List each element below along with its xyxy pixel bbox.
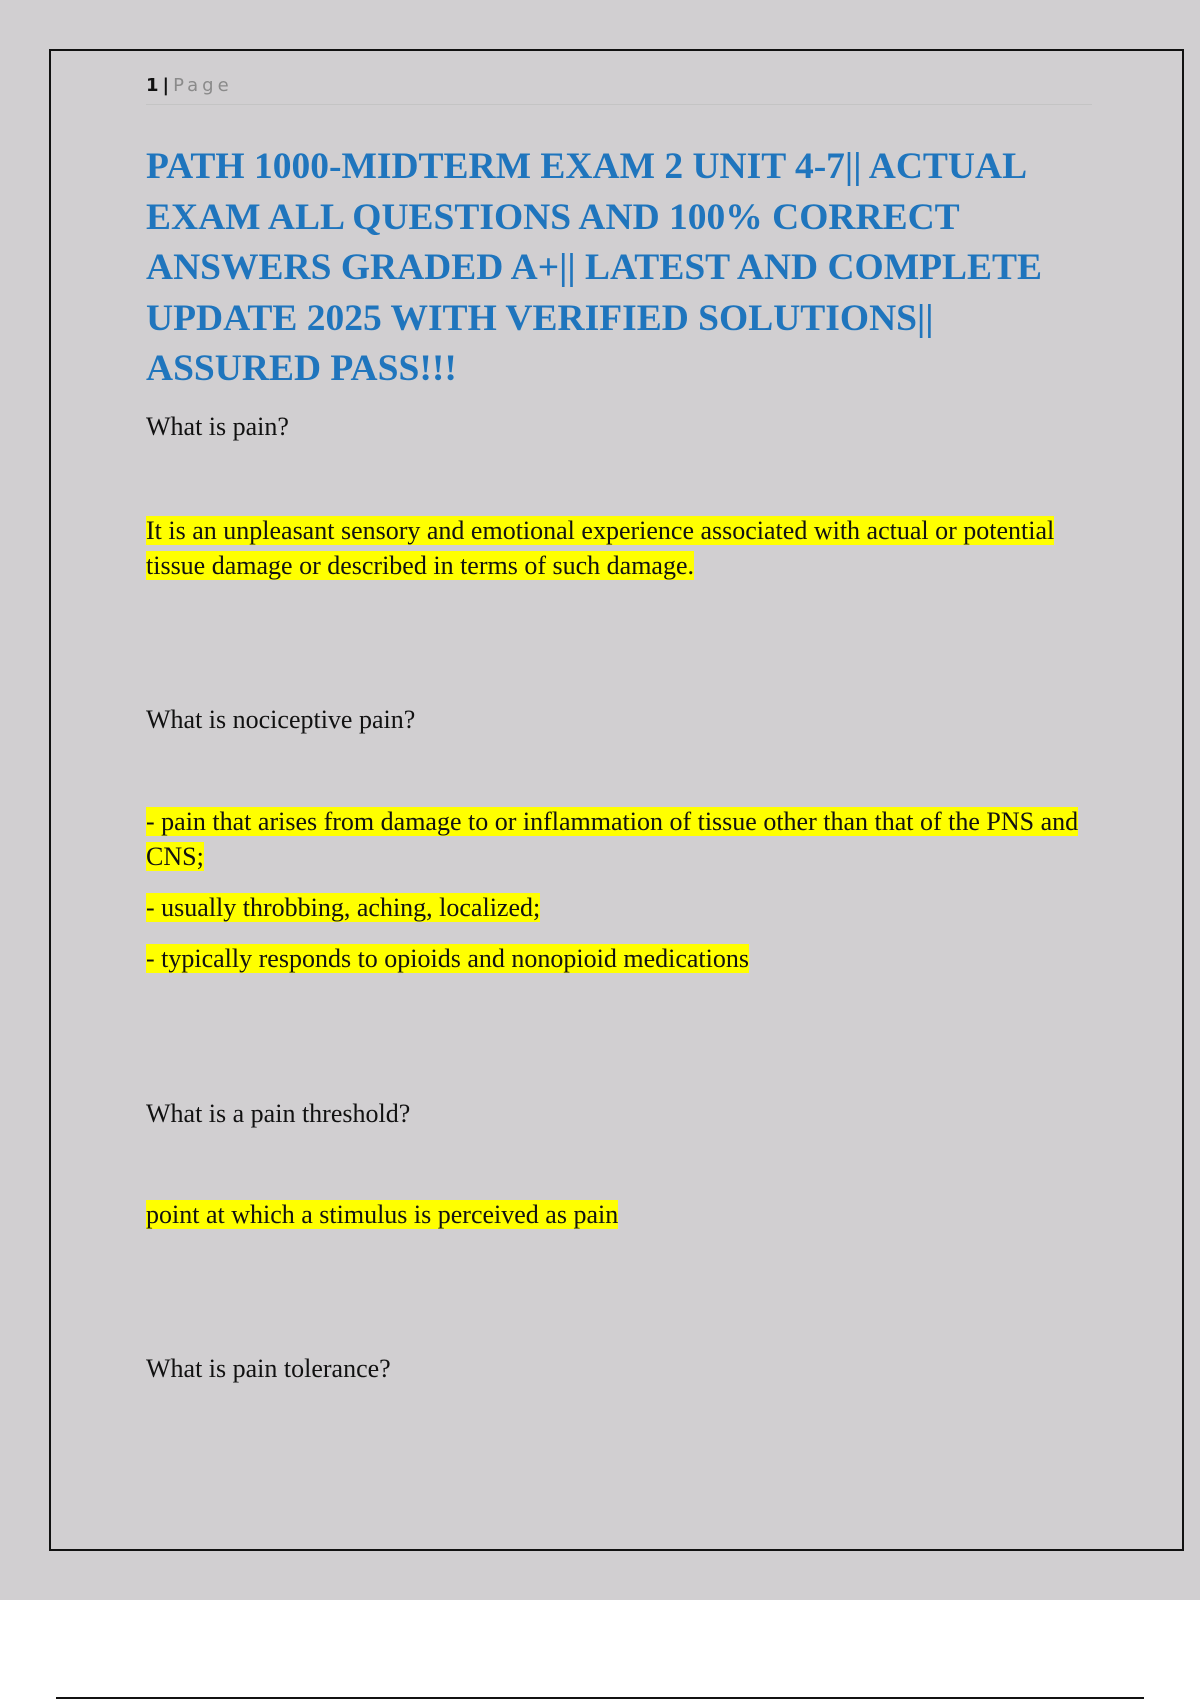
bottom-rule: [56, 1697, 1144, 1699]
question-text: What is pain tolerance?: [146, 1354, 391, 1383]
answer-text: [146, 890, 1096, 925]
answer-text: [146, 804, 1096, 874]
question-text: What is a pain threshold?: [146, 1099, 411, 1128]
answer-highlight: point at which a stimulus is perceived as pain: [146, 1200, 619, 1229]
answer-text: [146, 941, 1096, 976]
page-number: 1: [146, 75, 159, 96]
document-title: PATH 1000-MIDTERM EXAM 2 UNIT 4-7|| ACTUAL EXAM ALL QUESTIONS AND 100% CORRECT ANSWERS GRADED A+|| LATEST AND COMPLETE UPDATE 2025 WITH VERIFIED SOLUTIONS|| ASSURED PASS!!!: [146, 146, 1043, 389]
page-label: Page: [173, 75, 233, 96]
answer-highlight: It is an unpleasant sensory and emotional experience associated with actual or potential tissue damage or described in terms of such damage.: [146, 516, 1055, 580]
answer-text: [146, 513, 1096, 583]
page-header: [146, 74, 1092, 105]
answer-highlight: - usually throbbing, aching, localized;: [146, 893, 541, 922]
page-separator: |: [162, 75, 170, 96]
question-text: What is pain?: [146, 412, 289, 441]
question-text: What is nociceptive pain?: [146, 705, 416, 734]
answer-highlight: - typically responds to opioids and nonopioid medications: [146, 944, 749, 973]
answer-text: [146, 1197, 1096, 1232]
answer-highlight: - pain that arises from damage to or inflammation of tissue other than that of the PNS and CNS;: [146, 807, 1079, 871]
